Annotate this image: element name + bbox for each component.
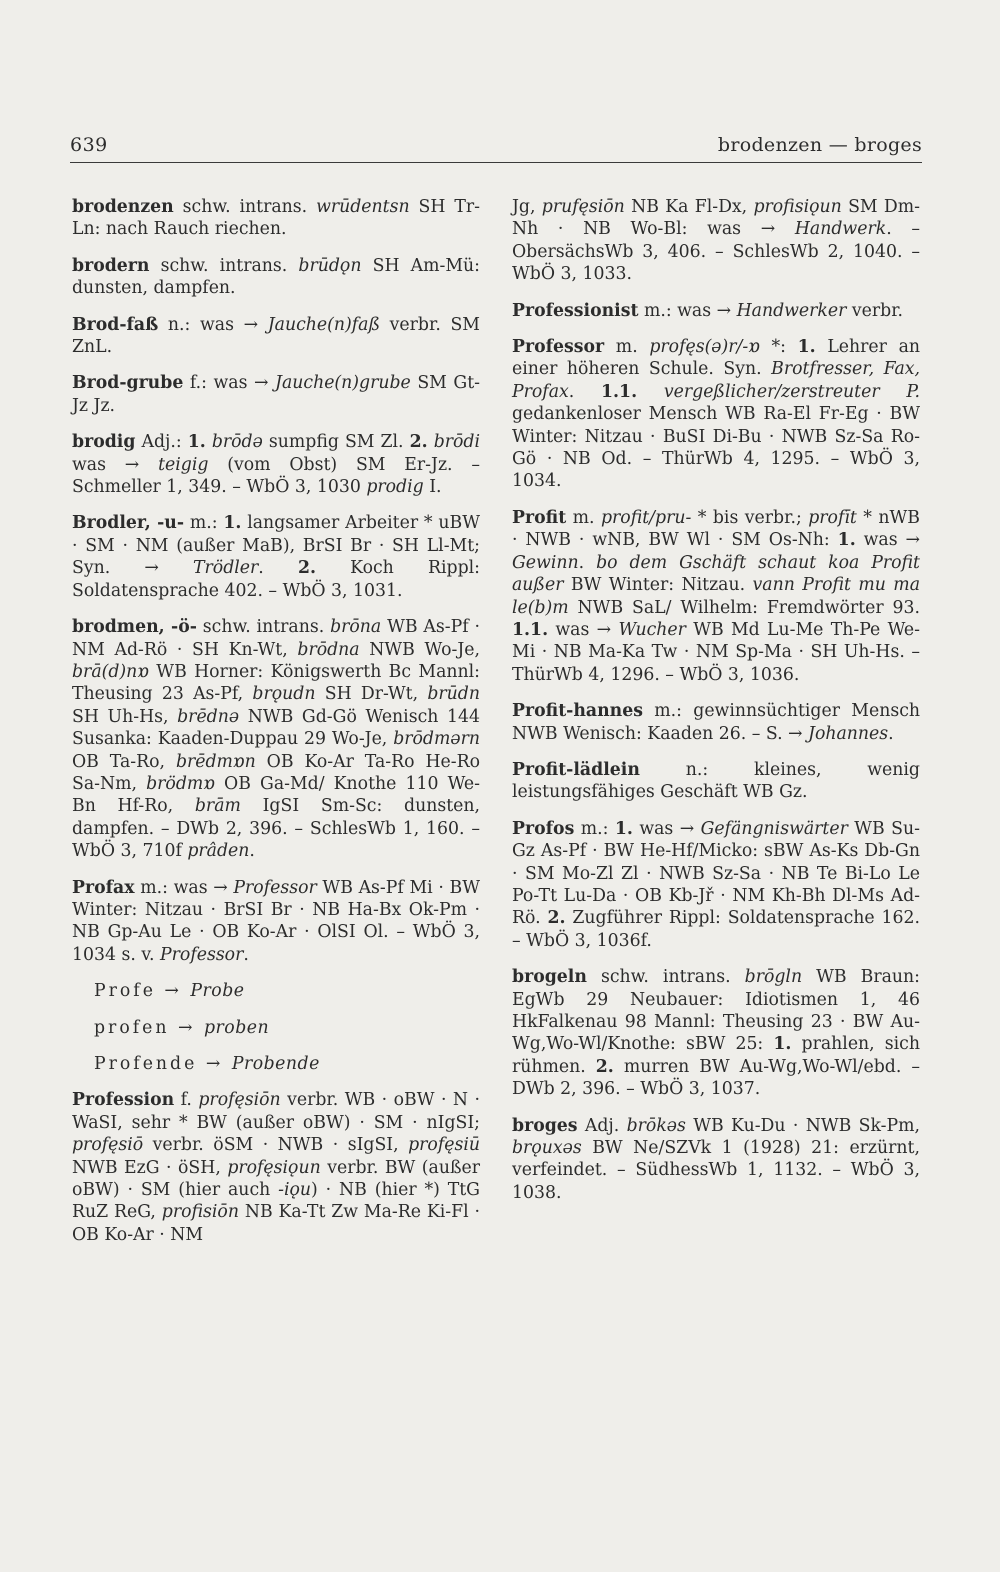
dictionary-entry-profos: Profos m.: 1. was → Gefängniswärter WB Su-Gz As-Pf · BW He-Hf/Micko: sBW As-Ks Db-Gn · SM Mo-Zl Zl · NWB Sz-Sa · NB Te Bi-Lo Le Po-Tt Lu-Da · OB Kb-Jř · NM Kh-Bh Dl-Ms Ad-Rö. 2. Zugführer Rippl: Soldatensprache 162. – WbÖ 3, 1036f.	[512, 818, 920, 951]
arrow-icon: →	[177, 1017, 204, 1038]
dictionary-entry-brod-grube: Brod-grube f.: was → Jauche(n)grube SM Gt-Jz Jz.	[72, 373, 480, 416]
dictionary-entry-broges: broges Adj. brōkəs WB Ku-Du · NWB Sk-Pm, brǫuxəs BW Ne/SZVk 1 (1928) 21: erzürnt, verfeindet. – SüdhessWb 1, 1132. – WbÖ 3, 1038.	[512, 1115, 920, 1203]
dictionary-entry-professor: Professor m. profęs(ə)r/-ɒ *: 1. Lehrer an einer höheren Schule. Syn. Brotfresser, Fax, Profax. 1.1. vergeßlicher/zerstreuter P. gedankenloser Mensch WB Ra-El Fr-Eg · BW Winter: Nitzau · BuSI Di-Bu · NWB Sz-Sa Ro-Gö · NB Od. – ThürWb 4, 1295. – WbÖ 3, 1034.	[512, 337, 920, 492]
running-head: brodenzen — broges	[717, 134, 922, 156]
left-column	[72, 196, 480, 1260]
dictionary-entry-brodern: brodern schw. intrans. brūdǫn SH Am-Mü: dunsten, dampfen.	[72, 255, 480, 299]
dictionary-entry-profit-hannes: Profit-hannes m.: gewinnsüchtiger Mensch NWB Wenisch: Kaaden 26. – S. → Johannes.	[512, 701, 920, 744]
right-column	[512, 196, 920, 1218]
dictionary-entry-profit: Profit m. profit/pru- * bis verbr.; profīt * nWB · NWB · wNB, BW Wl · SM Os-Nh: 1. was → Gewinn. bo dem Gschäft schaut koa Profit außer BW Winter: Nitzau. vann Profit mu ma le(b)m NWB SaL/ Wilhelm: Fremdwörter 93. 1.1. was → Wucher WB Md Lu-Me Th-Pe We-Mi · NB Ma-Ka Tw · NM Sp-Ma · SH Uh-Hs. – ThürWb 4, 1296. – WbÖ 3, 1036.	[512, 507, 920, 685]
dictionary-entry-brod-faß: Brod-faß n.: was → Jauche(n)faß verbr. SM ZnL.	[72, 314, 480, 358]
page-number: 639	[70, 134, 108, 156]
dictionary-entry-brodenzen: brodenzen schw. intrans. wrūdentsn SH Tr-Ln: nach Rauch riechen.	[72, 197, 480, 240]
dictionary-entry-professionist: Professionist m.: was → Handwerker verbr.	[512, 300, 904, 321]
dictionary-entry-brogeln: brogeln schw. intrans. brōgln WB Braun: EgWb 29 Neubauer: Idiotismen 1, 46 HkFalkenau 98 Mannl: Theusing 23 · BW Au-Wg,Wo-Wl/Knothe: sBW 25: 1. prahlen, sich rühmen. 2. murren BW Au-Wg,Wo-Wl/ebd. – DWb 2, 396. – WbÖ 3, 1037.	[512, 967, 920, 1100]
dictionary-entry-profit-lädlein: Profit-lädlein n.: kleines, wenig leistungsfähiges Geschäft WB Gz.	[512, 759, 920, 803]
entry-continuation: Jg, prufęsiōn NB Ka Fl-Dx, profisiǫun SM Dm-Nh · NB Wo-Bl: was → Handwerk. – ObersächsWb 3, 406. – SchlesWb 2, 1040. – WbÖ 3, 1033.	[512, 197, 920, 285]
dictionary-entry-profession: Profession f. profęsiōn verbr. WB · oBW · N · WaSI, sehr * BW (außer oBW) · SM · nIgSI; profęsiō verbr. öSM · NWB · sIgSI, profęsiū NWB EzG · öSH, profęsiǫun verbr. BW (außer oBW) · SM (hier auch -iǫu) · NB (hier *) TtG RuZ ReG, profisiōn NB Ka-Tt Zw Ma-Re Ki-Fl · OB Ko-Ar · NM	[72, 1090, 480, 1245]
xref-target: Probe	[190, 981, 245, 1002]
xref-target: Probende	[231, 1054, 320, 1074]
dictionary-entry-profax: Profax m.: was → Professor WB As-Pf Mi · BW Winter: Nitzau · BrSI Br · NB Ha-Bx Ok-Pm · NB Gp-Au Le · OB Ko-Ar · OlSI Ol. – WbÖ 3, 1034 s. v. Professor.	[72, 877, 480, 965]
cross-reference-profende	[72, 1053, 480, 1075]
xref-word: Profende	[94, 1054, 206, 1074]
xref-word: Profe	[94, 981, 165, 1002]
xref-target: proben	[203, 1017, 270, 1038]
header-rule	[70, 162, 922, 163]
dictionary-entry-brodig: brodig Adj.: 1. brōdə sumpfig SM Zl. 2. brōdi was → teigig (vom Obst) SM Er-Jz. – Schmeller 1, 349. – WbÖ 3, 1030 prodig I.	[72, 432, 481, 498]
arrow-icon: →	[164, 981, 191, 1002]
cross-reference-profen	[72, 1017, 480, 1039]
arrow-icon: →	[205, 1054, 232, 1074]
cross-reference-profe	[72, 980, 480, 1002]
xref-word: profen	[94, 1017, 178, 1038]
dictionary-entry-brodler-u: Brodler, -u- m.: 1. langsamer Arbeiter * uBW · SM · NM (außer MaB), BrSI Br · SH Ll-Mt; Syn. → Trödler. 2. Koch Rippl: Soldatensprache 402. – WbÖ 3, 1031.	[72, 513, 480, 601]
dictionary-entry-brodmen-ö: brodmen, -ö- schw. intrans. brōna WB As-Pf · NM Ad-Rö · SH Kn-Wt, brōdna NWB Wo-Je, brā(d)nɒ WB Horner: Königswerth Bc Mannl: Theusing 23 As-Pf, brǫudn SH Dr-Wt, brūdn SH Uh-Hs, brēdnə NWB Gd-Gö Wenisch 144 Susanka: Kaaden-Duppau 29 Wo-Je, brōdmərn OB Ta-Ro, brēdmɒn OB Ko-Ar Ta-Ro He-Ro Sa-Nm, brödmɒ OB Ga-Md/ Knothe 110 We-Bn Hf-Ro, brām IgSI Sm-Sc: dunsten, dampfen. – DWb 2, 396. – SchlesWb 1, 160. – WbÖ 3, 710f prâden.	[72, 617, 480, 862]
